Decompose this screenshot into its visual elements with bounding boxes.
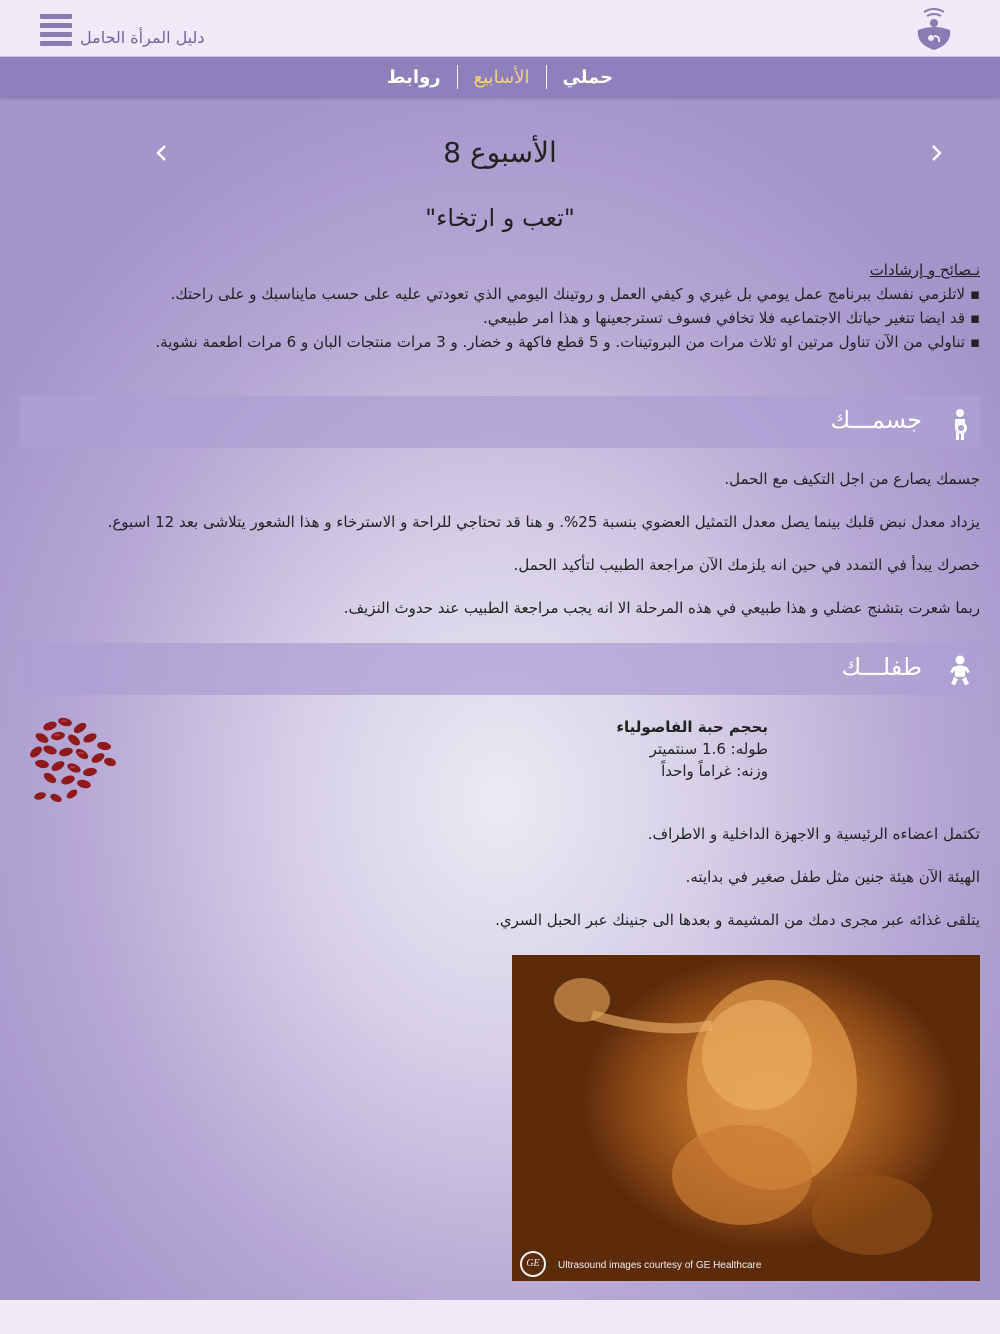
nav-weeks[interactable]: الأسابيع [473,66,530,88]
week-title: الأسبوع 8 [443,136,557,169]
kidney-beans-image [20,708,120,808]
pregnancy-logo-icon [914,8,954,52]
top-bar [0,0,1000,57]
ultrasound-image [512,955,980,1281]
baby-paragraph: تكتمل اعضاءه الرئيسية و الاجهزة الداخلية و الاطراف. [647,825,980,843]
baby-length: طوله: 1.6 سنتميتر [649,740,768,758]
baby-size-info [616,716,768,782]
tip-item: ▪ لاتلزمي نفسك ببرنامج عمل يومي بل غيري و كيفي العمل و روتينك اليومي الذي تعودتي عليه على حسب مايناسبك و على راحتك. [80,282,980,306]
ge-logo: GE [520,1251,546,1277]
app-title: دليل المرأة الحامل [80,28,205,47]
next-week-chevron-icon[interactable] [920,138,950,168]
main-nav [0,57,1000,97]
body-paragraph: يزداد معدل نبض قلبك بينما يصل معدل التمثيل العضوي بنسبة 25%. و هنا قد تحتاجي للراحة و الاسترخاء و هذا الشعور يتلاشى بعد 12 اسبوع. [107,513,980,531]
ultrasound-caption: Ultrasound images courtesy of GE Healthcare [558,1260,762,1271]
nav-my-pregnancy[interactable]: حملي [562,66,614,88]
pregnant-woman-icon [946,408,974,440]
body-paragraph: ربما شعرت بتشنج عضلي و هذا طبيعي في هذه المرحلة الا انه يجب مراجعة الطبيب عند حدوث النزيف. [343,599,980,617]
body-section-header [20,396,980,448]
baby-section-title: طفلـــك [841,653,922,681]
tip-item: ▪ قد ايضا تتغير حياتك الاجتماعيه فلا تخافي فسوف تسترجعينها و هذا امر طبيعي. [80,306,980,330]
baby-icon [946,655,974,687]
body-paragraph: جسمك يصارع من اجل التكيف مع الحمل. [724,470,980,488]
nav-divider [457,65,458,89]
baby-weight: وزنه: غراماً واحداً [661,762,768,780]
nav-links[interactable]: روابط [386,66,441,88]
week-subtitle: "تعب و ارتخاء" [425,204,575,232]
baby-paragraph: يتلقى غذائه عبر مجرى دمك من المشيمة و بعدها الى جنينك عبر الحبل السري. [495,911,980,929]
nav-divider [546,65,547,89]
footer-bar [0,1300,1000,1334]
hamburger-menu-icon[interactable] [40,14,72,46]
tip-item: ▪ تناولي من الآن تناول مرتين او ثلاث مرات من البروتينات. و 5 قطع فاكهة و خضار. و 3 مرات منتجات البان و 6 مرات اطعمة نشوية. [80,330,980,354]
baby-size-comparison: بحجم حبة الفاصولياء [616,718,768,736]
body-paragraph: خصرك يبدأ في التمدد في حين انه يلزمك الآن مراجعة الطبيب لتأكيد الحمل. [513,556,980,574]
tips-heading: نـصائح و إرشادات [869,261,980,279]
baby-paragraph: الهيئة الآن هيئة جنين مثل طفل صغير في بدايته. [685,868,980,886]
body-section-title: جسمـــك [830,406,922,434]
baby-section-header [20,643,980,695]
week-header [0,130,1000,180]
tips-section [80,258,980,354]
